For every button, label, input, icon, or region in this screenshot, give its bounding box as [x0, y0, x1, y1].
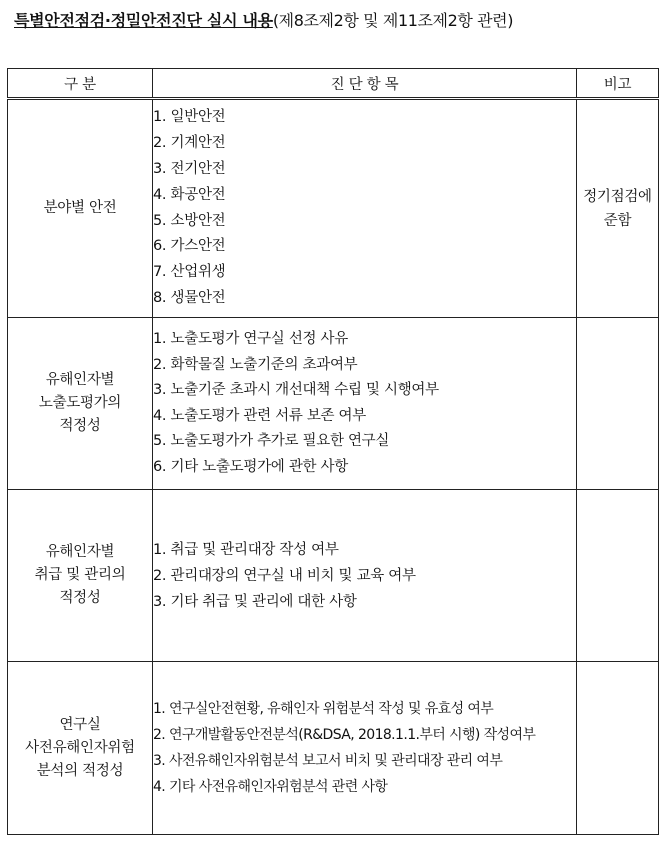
category-label: 분야별 안전 — [43, 200, 117, 216]
row-note — [577, 99, 659, 318]
category-label: 연구실 사전유해인자위험 분석의 적정성 — [25, 716, 135, 779]
list-item: 3. 기타 취급 및 관리에 대한 사항 — [153, 593, 357, 610]
category-label: 유해인자별 취급 및 관리의 적정성 — [34, 544, 126, 606]
row-note — [577, 662, 659, 835]
row-items — [153, 318, 577, 490]
list-item: 3. 사전유해인자위험분석 보고서 비치 및 관리대장 관리 여부 — [153, 753, 503, 769]
list-item: 1. 일반안전 — [153, 109, 226, 126]
list-item: 1. 연구실안전현황, 유해인자 위험분석 작성 및 유효성 여부 — [153, 701, 494, 717]
table-header-row — [8, 69, 659, 99]
header-note: 비고 — [577, 69, 659, 99]
list-item: 1. 취급 및 관리대장 작성 여부 — [153, 541, 339, 558]
row-items — [153, 99, 577, 318]
title-main: 특별안전점검·정밀안전진단 실시 내용 — [14, 11, 273, 30]
row-note — [577, 318, 659, 490]
list-item: 2. 기계안전 — [153, 135, 226, 152]
row-category — [8, 490, 153, 662]
list-item: 4. 기타 사전유해인자위험분석 관련 사항 — [153, 779, 388, 795]
list-item: 1. 노출도평가 연구실 선정 사유 — [153, 331, 348, 347]
list-item: 2. 연구개발활동안전분석(R&DSA, 2018.1.1.부터 시행) 작성여부 — [153, 727, 536, 743]
list-item: 2. 화학물질 노출기준의 초과여부 — [153, 356, 358, 373]
list-item: 3. 전기안전 — [153, 160, 226, 177]
row-note — [577, 490, 659, 662]
row-items — [153, 662, 577, 835]
row-category — [8, 99, 153, 318]
list-item: 4. 노출도평가 관련 서류 보존 여부 — [153, 407, 366, 424]
category-label: 유해인자별 노출도평가의 적정성 — [38, 372, 122, 434]
table-row — [8, 318, 659, 490]
table-row — [8, 490, 659, 662]
inspection-table — [7, 68, 659, 835]
title-subtitle: (제8조제2항 및 제11조제2항 관련) — [272, 11, 514, 30]
list-item: 3. 노출기준 초과시 개선대책 수립 및 시행여부 — [153, 382, 439, 398]
list-item: 5. 노출도평가가 추가로 필요한 연구실 — [153, 433, 390, 449]
document-title — [14, 8, 654, 34]
list-item: 6. 가스안전 — [153, 238, 226, 255]
list-item: 7. 산업위생 — [153, 264, 226, 281]
row-category — [8, 318, 153, 490]
item-list — [153, 105, 576, 311]
note-text: 정기점검에 준함 — [583, 188, 652, 229]
item-list — [153, 327, 576, 480]
list-item: 6. 기타 노출도평가에 관한 사항 — [153, 458, 348, 475]
table-row — [8, 99, 659, 318]
item-list — [153, 537, 576, 615]
header-items: 진 단 항 목 — [153, 69, 577, 99]
item-list — [153, 696, 576, 800]
list-item: 2. 관리대장의 연구실 내 비치 및 교육 여부 — [153, 567, 416, 584]
row-category — [8, 662, 153, 835]
list-item: 5. 소방안전 — [153, 212, 226, 229]
row-items — [153, 490, 577, 662]
list-item: 8. 생물안전 — [153, 289, 226, 306]
list-item: 4. 화공안전 — [153, 186, 226, 203]
header-category: 구 분 — [8, 69, 153, 99]
table-row — [8, 662, 659, 835]
